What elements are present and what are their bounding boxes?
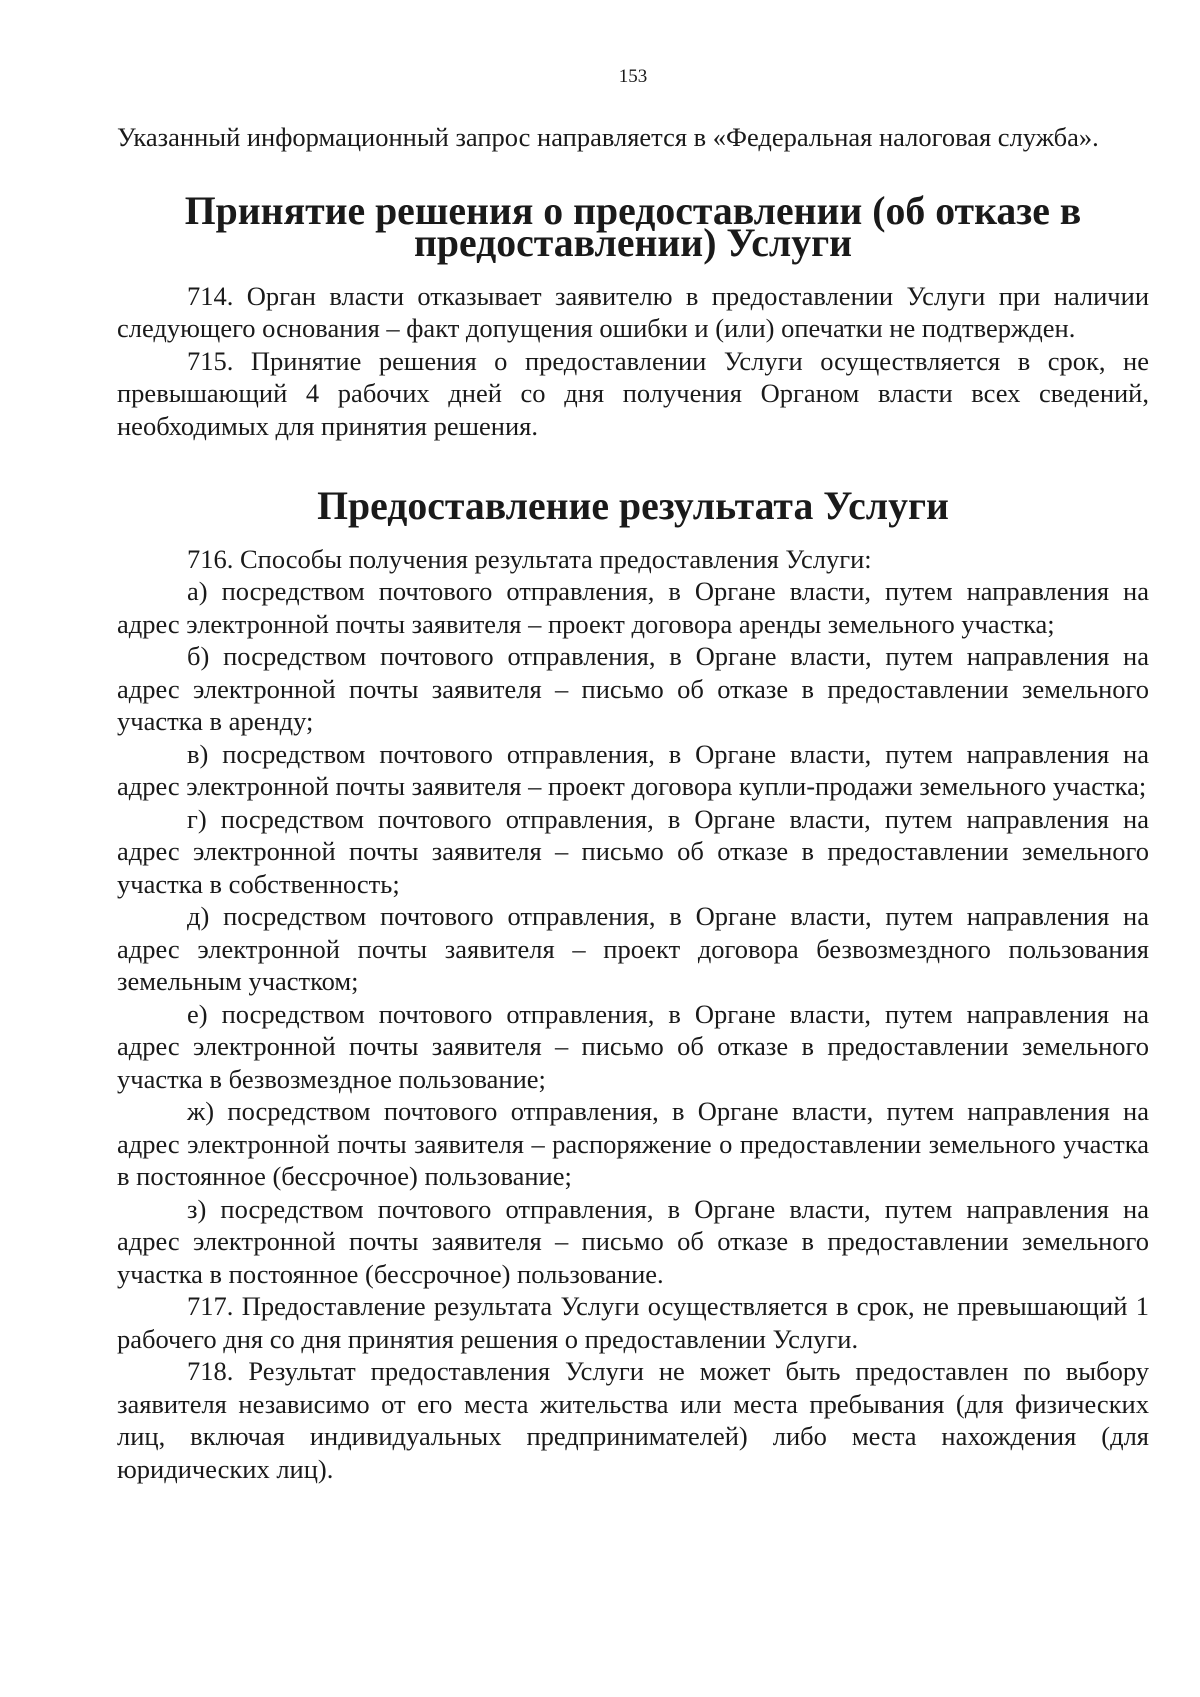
intro-paragraph: Указанный информационный запрос направляется в «Федеральная налоговая служба». <box>117 122 1099 152</box>
section-heading-decision: Принятие решения о предоставлении (об отказе в предоставлении) Услуги <box>184 188 1082 265</box>
paragraph-718: 718. Результат предоставления Услуги не может быть предоставлен по выбору заявителя независимо от его места жительства или места пребывания (для физических лиц, включая индивидуальных предпринимателей) либо места нахождения (для юридических лиц). <box>117 1356 1149 1484</box>
paragraph-716: 716. Способы получения результата предоставления Услуги: <box>187 543 872 574</box>
paragraph-715: 715. Принятие решения о предоставлении Услуги осуществляется в срок, не превышающий 4 рабочих дней со дня получения Органом власти всех сведений, необходимых для принятия решения. <box>117 345 1149 441</box>
list-item-v: в) посредством почтового отправления, в Органе власти, путем направления на адрес электронной почты заявителя – проект договора купли-продажи земельного участка; <box>117 738 1149 801</box>
list-item-zh: ж) посредством почтового отправления, в Органе власти, путем направления на адрес электронной почты заявителя – распоряжение о предоставлении земельного участка в постоянное (бессрочное) пользование; <box>117 1096 1149 1191</box>
list-item-b: б) посредством почтового отправления, в Органе власти, путем направления на адрес электронной почты заявителя – письмо об отказе в предоставлении земельного участка в аренду; <box>117 641 1149 736</box>
list-item-g: г) посредством почтового отправления, в Органе власти, путем направления на адрес электронной почты заявителя – письмо об отказе в предоставлении земельного участка в собственность; <box>117 803 1149 899</box>
list-item-a: а) посредством почтового отправления, в Органе власти, путем направления на адрес электронной почты заявителя – проект договора аренды земельного участка; <box>117 576 1149 639</box>
list-item-e: е) посредством почтового отправления, в Органе власти, путем направления на адрес электронной почты заявителя – письмо об отказе в предоставлении земельного участка в безвозмездное пользование; <box>117 998 1149 1094</box>
paragraph-717: 717. Предоставление результата Услуги осуществляется в срок, не превышающий 1 рабочего дня со дня принятия решения о предоставлении Услуги. <box>117 1291 1149 1354</box>
document-page <box>117 66 1149 1485</box>
list-item-z: з) посредством почтового отправления, в Органе власти, путем направления на адрес электронной почты заявителя – письмо об отказе в предоставлении земельного участка в постоянное (бессрочное) пользование. <box>117 1193 1149 1289</box>
list-item-d: д) посредством почтового отправления, в Органе власти, путем направления на адрес электронной почты заявителя – проект договора безвозмездного пользования земельным участком; <box>117 901 1149 996</box>
section-heading-result: Предоставление результата Услуги <box>317 484 949 528</box>
paragraph-714: 714. Орган власти отказывает заявителю в предоставлении Услуги при наличии следующего основания – факт допущения ошибки и (или) опечатки не подтвержден. <box>117 280 1149 343</box>
page-number: 153 <box>618 66 648 87</box>
